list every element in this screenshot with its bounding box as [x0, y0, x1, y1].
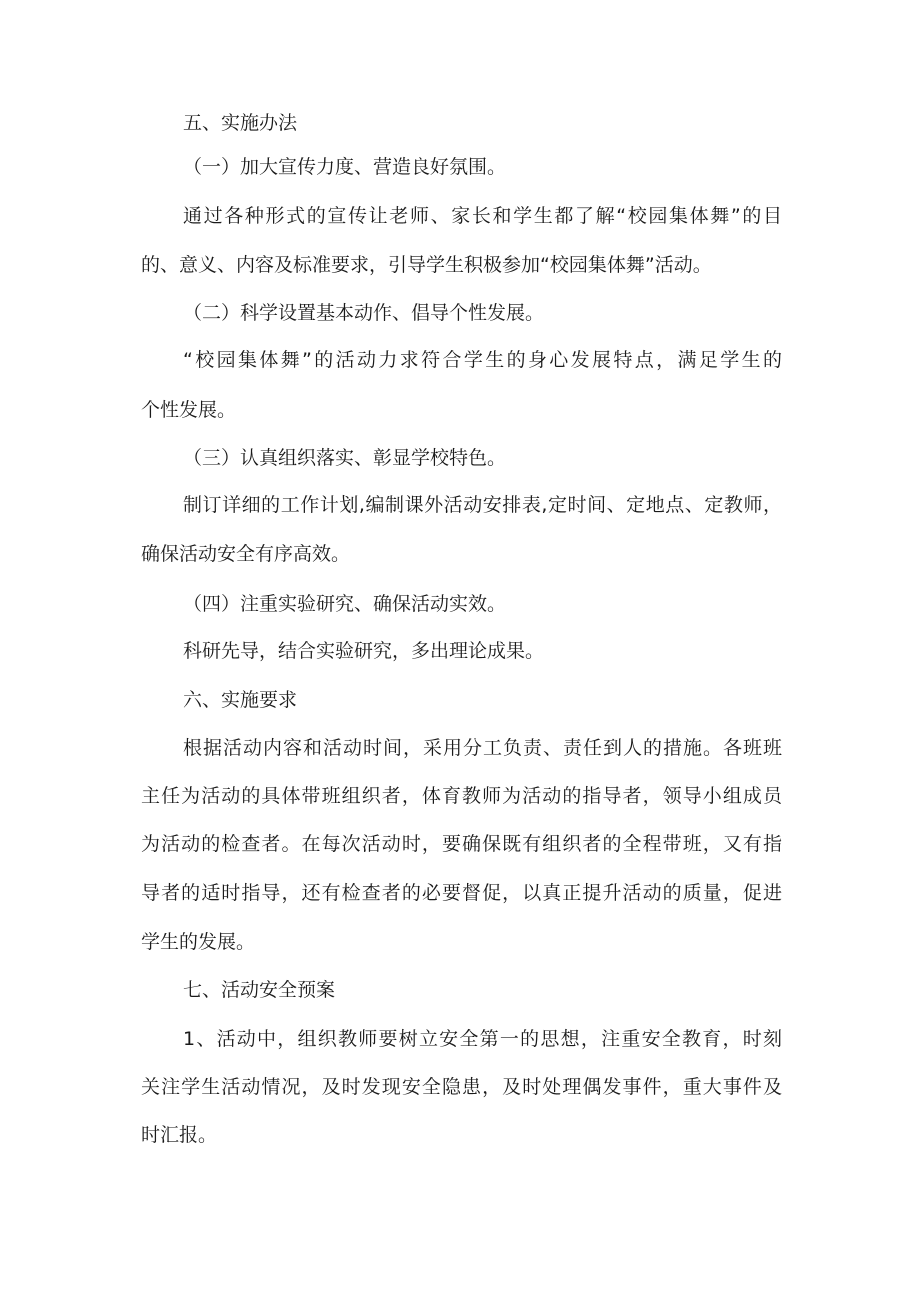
paragraph-line: 的、意义、内容及标准要求，引导学生积极参加“校园集体舞”活动。: [141, 254, 712, 276]
section-heading-6: 六、实施要求: [183, 689, 298, 711]
paragraph-line: “校园集体舞”的活动力求符合学生的身心发展特点，满足学生的: [183, 349, 782, 371]
paragraph-line: 为活动的检查者。在每次活动时，要确保既有组织者的全程带班，又有指: [141, 833, 782, 855]
subsection-title-1: （一）加大宣传力度、营造良好氛围。: [183, 156, 507, 178]
paragraph-line: 导者的适时指导，还有检查者的必要督促，以真正提升活动的质量，促进: [141, 882, 782, 904]
section-heading-7: 七、活动安全预案: [183, 979, 336, 1001]
paragraph-line: 主任为活动的具体带班组织者，体育教师为活动的指导者，领导小组成员: [141, 785, 782, 807]
subsection-title-3: （三）认真组织落实、彰显学校特色。: [183, 447, 507, 469]
paragraph-line: 科研先导，结合实验研究，多出理论成果。: [183, 640, 545, 662]
subsection-title-4: （四）注重实验研究、确保活动实效。: [183, 593, 507, 615]
paragraph-line: 关注学生活动情况，及时发现安全隐患，及时处理偶发事件，重大事件及: [141, 1076, 782, 1098]
subsection-title-2: （二）科学设置基本动作、倡导个性发展。: [183, 302, 545, 324]
paragraph-line: 1、活动中，组织教师要树立安全第一的思想，注重安全教育，时刻: [183, 1028, 782, 1050]
paragraph-line: 时汇报。: [141, 1124, 218, 1146]
paragraph-line: 个性发展。: [141, 399, 237, 421]
paragraph-line: 通过各种形式的宣传让老师、家长和学生都了解“校园集体舞”的目: [183, 205, 782, 227]
paragraph-line: 制订详细的工作计划,编制课外活动安排表,定时间、定地点、定教师，: [183, 494, 782, 516]
paragraph-line: 确保活动安全有序高效。: [141, 543, 351, 565]
section-heading-5: 五、实施办法: [183, 112, 298, 134]
paragraph-line: 学生的发展。: [141, 931, 256, 953]
paragraph-line: 根据活动内容和活动时间，采用分工负责、责任到人的措施。各班班: [183, 737, 782, 759]
